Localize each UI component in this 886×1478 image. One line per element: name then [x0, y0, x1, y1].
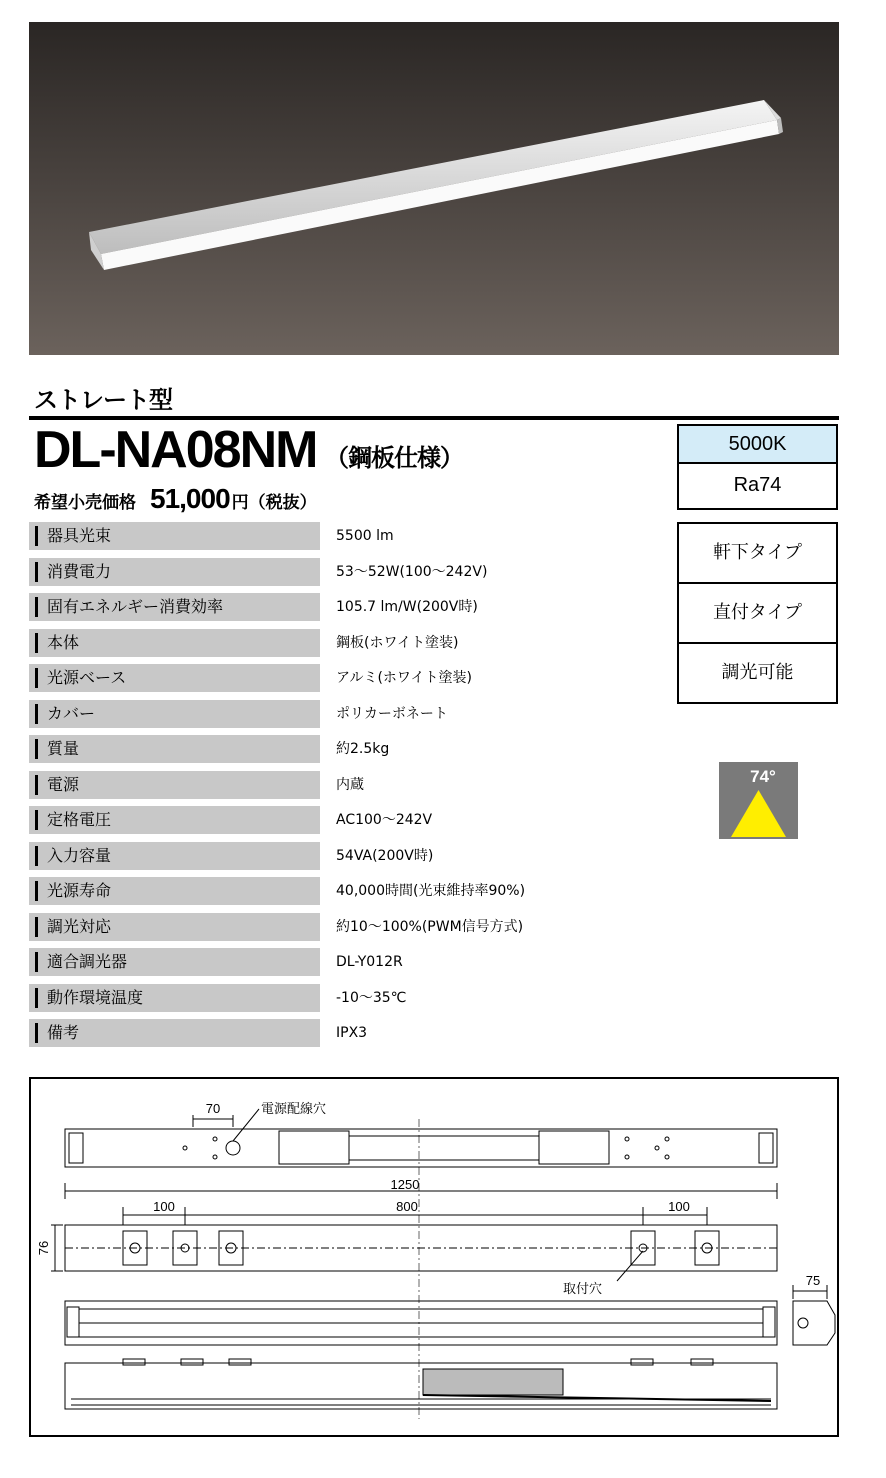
spec-row [29, 520, 589, 556]
spec-value: DL-Y012R [336, 954, 403, 970]
spec-label: 電源 [29, 771, 320, 799]
spec-value: 約10～100%(PWM信号方式) [336, 918, 524, 935]
feature-direct-mount: 直付タイプ [677, 582, 838, 644]
dim-76: 76 [36, 1240, 51, 1256]
spec-label: 器具光束 [29, 522, 320, 550]
end-view-body [793, 1301, 835, 1345]
ra-badge: Ra74 [677, 462, 838, 510]
power-hole-label: 電源配線穴 [261, 1101, 327, 1116]
spec-value: AC100～242V [336, 812, 433, 828]
feature-list [677, 522, 838, 704]
bottom-view-body [65, 1363, 777, 1409]
spec-value: 40,000時間(光束維持率90%) [336, 883, 526, 899]
product-subtitle: ストレート型 [34, 386, 172, 414]
spec-value: 54VA(200V時) [336, 847, 434, 864]
spec-row [29, 733, 589, 769]
spec-value: -10～35℃ [336, 989, 407, 1006]
price-label: 希望小売価格 [34, 493, 136, 513]
spec-label: 備考 [29, 1019, 320, 1047]
spec-row [29, 591, 589, 627]
spec-label: 動作環境温度 [29, 984, 320, 1012]
spec-row [29, 662, 589, 698]
spec-table [29, 520, 589, 1053]
spec-label: 定格電圧 [29, 806, 320, 834]
spec-row [29, 627, 589, 663]
spec-row [29, 840, 589, 876]
spec-value: 5500 lm [336, 528, 394, 544]
drawing-canvas [31, 1079, 837, 1435]
spec-value: IPX3 [336, 1025, 368, 1041]
spec-value: 105.7 lm/W(200V時) [336, 599, 478, 615]
feature-dimmable: 調光可能 [677, 642, 838, 704]
spec-label: 質量 [29, 735, 320, 763]
power-hole [226, 1141, 240, 1155]
feature-eaves-type: 軒下タイプ [677, 522, 838, 584]
spec-row [29, 804, 589, 840]
spec-label: 固有エネルギー消費効率 [29, 593, 320, 621]
spec-label: 光源寿命 [29, 877, 320, 905]
spec-value: 鋼板(ホワイト塗装) [336, 634, 459, 651]
dim-1250: 1250 [390, 1177, 420, 1192]
mount-hole-label: 取付穴 [563, 1281, 603, 1296]
spec-row [29, 769, 589, 805]
spec-label: カバー [29, 700, 320, 728]
dim-75: 75 [805, 1273, 821, 1288]
spec-row [29, 1017, 589, 1053]
spec-row [29, 875, 589, 911]
dim-100-right: 100 [668, 1199, 690, 1214]
price-row [34, 483, 317, 513]
beam-angle-icon [719, 762, 798, 839]
spec-label: 調光対応 [29, 913, 320, 941]
spec-label: 消費電力 [29, 558, 320, 586]
price-tax: （税抜） [248, 493, 317, 513]
spec-label: 入力容量 [29, 842, 320, 870]
material-spec: （鋼板仕様） [325, 444, 463, 472]
spec-value: 53～52W(100～242V) [336, 563, 488, 580]
dimension-drawing [29, 1077, 839, 1437]
dim-70: 70 [205, 1101, 221, 1116]
spec-label: 適合調光器 [29, 948, 320, 976]
dim-800: 800 [396, 1199, 418, 1214]
spec-row [29, 698, 589, 734]
spec-value: アルミ(ホワイト塗装) [336, 670, 472, 686]
spec-row [29, 911, 589, 947]
price-value: 51,000 [150, 483, 230, 514]
product-photo [29, 22, 839, 355]
top-view-body [65, 1129, 777, 1167]
spec-label: 光源ベース [29, 664, 320, 692]
spec-row [29, 982, 589, 1018]
spec-label: 本体 [29, 629, 320, 657]
spec-value: 約2.5kg [336, 741, 390, 757]
spec-value: 内蔵 [336, 776, 364, 793]
spec-value: ポリカーボネート [336, 705, 448, 722]
price-unit: 円 [231, 493, 249, 513]
dim-100-left: 100 [153, 1199, 175, 1214]
spec-row [29, 946, 589, 982]
beam-angle-label: 74° [750, 767, 776, 786]
spec-row [29, 556, 589, 592]
model-number: DL-NA08NM [34, 421, 317, 479]
color-temperature-badge: 5000K [677, 424, 838, 464]
